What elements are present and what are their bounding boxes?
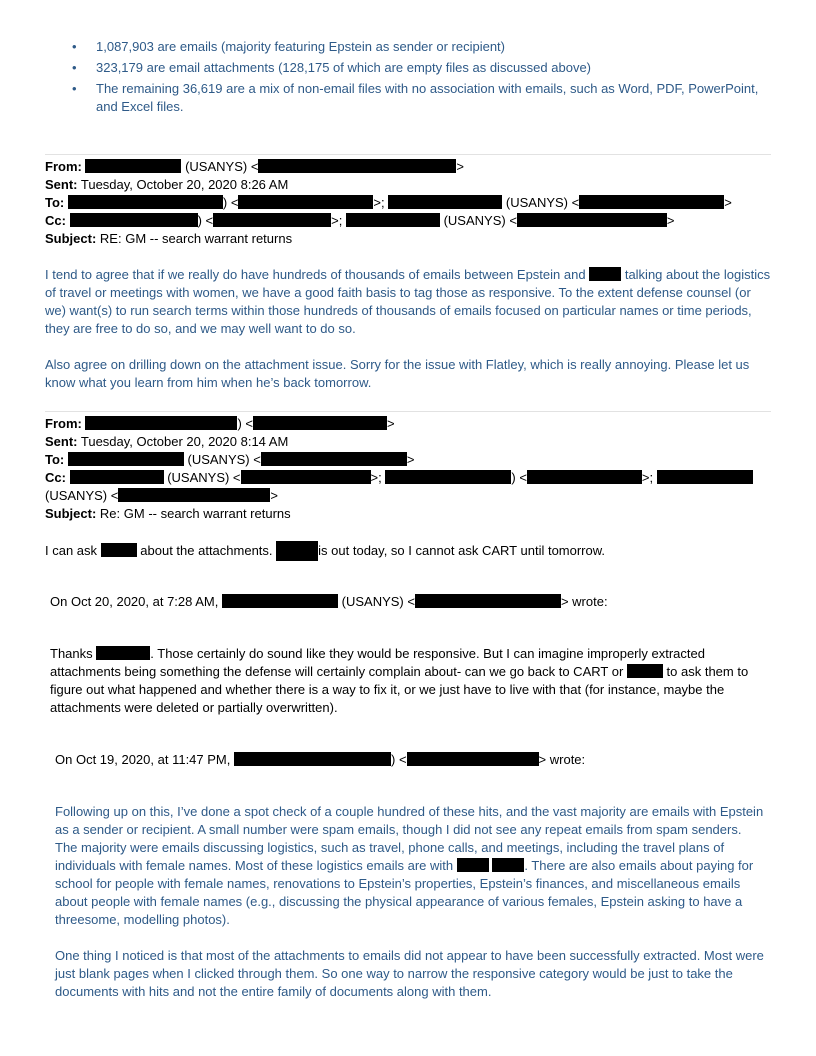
bullet-dot-icon: • bbox=[72, 81, 77, 96]
quoted-header-4 bbox=[55, 751, 775, 769]
redaction bbox=[258, 159, 456, 173]
redaction bbox=[85, 159, 181, 173]
body-paragraph: I can ask about the attachments. is out today, so I cannot ask CART until tomorrow. bbox=[45, 541, 773, 561]
redaction bbox=[222, 594, 338, 608]
redaction bbox=[118, 488, 270, 502]
redaction bbox=[385, 470, 511, 484]
redaction bbox=[241, 470, 371, 484]
divider bbox=[45, 411, 771, 412]
from-line: From: ) < > bbox=[45, 416, 395, 431]
body-paragraph: Following up on this, I’ve done a spot check of a couple hundred of these hits, and the vast majority are emails with Epstein as a sender or recipient. A small number were spam emails, though I did not see any repeat emails from spam senders. The majority were emails discussing logistics, such as travel, phone calls, and meetings, including the travel plans of individuals with female names. Most of these logistics emails are with . There are also emails about paying for school for people with female names, renovations to Epstein’s properties, Epstein’s finances, and miscellaneous emails about people with female names (e.g., discussing the physical appearance of various females, Epstein asking to have a threesome, modelling photos). bbox=[55, 804, 764, 927]
email-body-1 bbox=[45, 266, 773, 392]
sent-line: Sent: Tuesday, October 20, 2020 8:14 AM bbox=[45, 434, 289, 449]
subject-line: Subject: RE: GM -- search warrant returns bbox=[45, 231, 293, 246]
redaction bbox=[213, 213, 331, 227]
bullet-dot-icon: • bbox=[72, 60, 77, 75]
redaction bbox=[627, 664, 663, 678]
email-body-4 bbox=[55, 803, 767, 1001]
redaction bbox=[68, 452, 184, 466]
redaction bbox=[517, 213, 667, 227]
bullet-item: • The remaining 36,619 are a mix of non-email files with no association with emails, such as Word, PDF, PowerPoint, and Excel files. bbox=[72, 81, 759, 114]
to-line: To: ) < >; (USANYS) < > bbox=[45, 195, 732, 210]
redaction bbox=[70, 470, 164, 484]
redaction bbox=[96, 646, 150, 660]
redaction bbox=[101, 543, 137, 557]
to-line: To: (USANYS) < > bbox=[45, 452, 415, 467]
redaction bbox=[234, 752, 391, 766]
redaction bbox=[70, 213, 198, 227]
email-body-3 bbox=[50, 645, 776, 717]
redaction bbox=[388, 195, 502, 209]
statistics-bullet-list bbox=[70, 38, 770, 119]
redaction bbox=[238, 195, 373, 209]
cc-line: Cc: ) < >; (USANYS) < > bbox=[45, 213, 675, 228]
body-paragraph: One thing I noticed is that most of the attachments to emails did not appear to have been successfully extracted. Most were just blank pages when I clicked through them. So one way to narrow the responsive category would be just to take the documents with hits and not the entire family of documents along with them. bbox=[55, 948, 764, 999]
redaction bbox=[492, 858, 524, 872]
redaction bbox=[657, 470, 753, 484]
email-header-1 bbox=[45, 158, 775, 248]
body-paragraph: Thanks . Those certainly do sound like they would be responsive. But I can imagine improperly extracted attachments being something the defense will certainly complain about- can we go back to CART or to ask them to figure out what happened and whether there is a way to fix it, or we just have to live with that (for instance, maybe the attachments were deleted or partially overwritten). bbox=[50, 646, 749, 715]
redaction bbox=[346, 213, 440, 227]
email-body-2 bbox=[45, 541, 773, 561]
redaction bbox=[579, 195, 724, 209]
body-paragraph: Also agree on drilling down on the attachment issue. Sorry for the issue with Flatley, which is really annoying. Please let us know what you learn from him when he’s back tomorrow. bbox=[45, 357, 750, 390]
redaction bbox=[85, 416, 237, 430]
redaction bbox=[407, 752, 539, 766]
subject-line: Subject: Re: GM -- search warrant returns bbox=[45, 506, 291, 521]
sent-line: Sent: Tuesday, October 20, 2020 8:26 AM bbox=[45, 177, 289, 192]
divider bbox=[45, 154, 771, 155]
bullet-item: • 323,179 are email attachments (128,175 of which are empty files as discussed above) bbox=[72, 60, 591, 75]
quoted-header-3 bbox=[50, 593, 778, 611]
bullet-dot-icon: • bbox=[72, 39, 77, 54]
redaction bbox=[415, 594, 561, 608]
email-header-2 bbox=[45, 415, 775, 523]
cc-line: Cc: (USANYS) < >; ) < >; bbox=[45, 469, 775, 487]
redaction bbox=[276, 541, 318, 561]
redaction bbox=[68, 195, 223, 209]
redaction bbox=[253, 416, 387, 430]
redaction bbox=[457, 858, 489, 872]
redaction bbox=[261, 452, 407, 466]
on-wrote-line: On Oct 19, 2020, at 11:47 PM, ) < > wrote: bbox=[55, 752, 586, 767]
body-paragraph: I tend to agree that if we really do have hundreds of thousands of emails between Epstein and talking about the logistics of travel or meetings with women, we have a good faith basis to tag those as responsive. To the extent defense counsel (or we) want(s) to run search terms within those hundreds of thousands of emails focused on particular names or time periods, they are free to do so, and we may well want to do so. bbox=[45, 267, 771, 336]
from-line: From: (USANYS) < > bbox=[45, 159, 465, 174]
redaction bbox=[589, 267, 621, 281]
bullet-item: • 1,087,903 are emails (majority featuring Epstein as sender or recipient) bbox=[72, 39, 505, 54]
on-wrote-line: On Oct 20, 2020, at 7:28 AM, (USANYS) < > wrote: bbox=[50, 594, 608, 609]
redaction bbox=[527, 470, 642, 484]
cc-line-continued: (USANYS) < > bbox=[45, 488, 278, 503]
